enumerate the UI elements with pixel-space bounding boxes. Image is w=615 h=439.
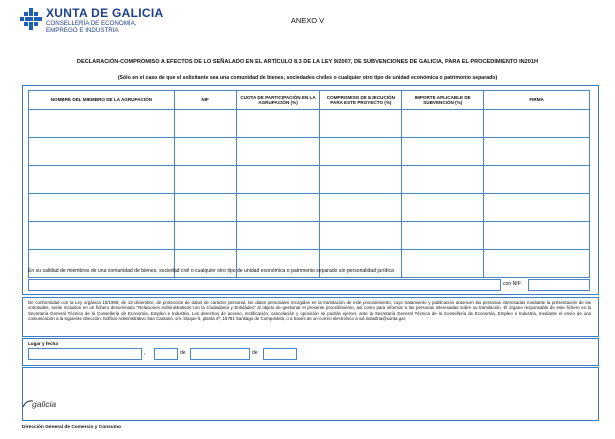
de-label-2: de [252, 350, 258, 356]
de-label-1: de [180, 350, 186, 356]
table-row [29, 194, 590, 222]
declaration-title: DECLARACIÓN-COMPROMISO A EFECTOS DE LO SEÑALADO EN EL ARTÍCULO 8.3 DE LA LEY 9/2007, DE SUBVENCIONES DE GALICIA, PARA EL PROCEDIMIENTO IN201H [76, 59, 539, 65]
place-date-label: Lugar y fecha [28, 341, 58, 346]
signature-cell[interactable] [484, 250, 590, 278]
signature-section [22, 367, 599, 421]
members-table [28, 90, 590, 278]
commitment-cell[interactable] [320, 138, 402, 166]
table-header-row [29, 91, 590, 110]
member-name-cell[interactable] [29, 194, 175, 222]
nif-cell[interactable] [174, 194, 236, 222]
nif-label: con NIF [503, 281, 521, 287]
table-row [29, 222, 590, 250]
table-row [29, 166, 590, 194]
org-name: XUNTA DE GALICIA [46, 6, 164, 20]
subsidy-cell[interactable] [402, 166, 484, 194]
privacy-text: De conformidad con la Ley orgánica 15/1999, de 13 diciembre, de protección de datos de carácter personal, los datos personales recogidos en la tramitación de este procedimiento, cuyo tratamiento y publicación autoricen las personas interesadas mediante la presentación de las solicitudes, serán incluidos en un fichero denominado "Relaciones Administrativas con la Ciudadanía y Entidades" al objeto de gestionar el presente procedimiento, así como para informar a las personas interesadas sobre su tramitación. El órgano responsable de este fichero es la Secretaría General Técnica de la Consellería de Economía, Empleo e Industria. Los derechos de acceso, rectificación, cancelación y oposición se podrán ejercer, ante la Secretaría General Técnica de la Consellería de Economía, Empleo e Industria, mediante el envío de una comunicación a la siguiente dirección: Edificio Administrativo San Caetano, s/n, bloque 5, planta 4ª, 15781 Santiago de Compostela, o a través de un correo electrónico a sxt.industria@xunta.gal. [28, 300, 591, 321]
table-row [29, 110, 590, 138]
col-header-member-name: NOMBRE DEL MIEMBRO DE LA AGRUPACIÓN [29, 91, 175, 110]
entity-nif-field[interactable] [528, 279, 590, 291]
table-row [29, 138, 590, 166]
nif-cell[interactable] [174, 110, 236, 138]
day-field[interactable] [154, 348, 178, 360]
col-header-participation: CUOTA DE PARTICIPACIÓN EN LA AGRUPACIÓN (%) [236, 91, 320, 110]
participation-cell[interactable] [236, 222, 320, 250]
participation-cell[interactable] [236, 194, 320, 222]
participation-cell[interactable] [236, 110, 320, 138]
galicia-logo: galicia [32, 399, 57, 409]
capacity-text: En su calidad de miembros de una comunidad de bienes, sociedad civil o cualquier otro tipo de unidad económica o patrimonio separado sin personalidad jurídica [28, 268, 394, 274]
department-line-1: CONSELLERÍA DE ECONOMÍA, [46, 20, 137, 27]
subsidy-cell[interactable] [402, 222, 484, 250]
signature-cell[interactable] [484, 222, 590, 250]
col-header-signature: FIRMA [484, 91, 590, 110]
member-name-cell[interactable] [29, 222, 175, 250]
nif-cell[interactable] [174, 222, 236, 250]
year-field[interactable] [263, 348, 297, 360]
commitment-cell[interactable] [320, 222, 402, 250]
entity-name-field[interactable] [28, 279, 501, 291]
declaration-note: (Sólo en el caso de que el solicitante sea una comunidad de bienes, sociedades civiles o cualquier otro tipo de unidad económica o patrimonio separado) [117, 75, 498, 81]
member-name-cell[interactable] [29, 166, 175, 194]
month-field[interactable] [190, 348, 250, 360]
comma-separator: , [144, 350, 146, 356]
member-name-cell[interactable] [29, 110, 175, 138]
col-header-commitment: COMPROMISO DE EJECUCIÓN PARA ESTE PROYECTO (%) [320, 91, 402, 110]
signature-cell[interactable] [484, 110, 590, 138]
member-name-cell[interactable] [29, 138, 175, 166]
department-line-2: EMPREGO E INDUSTRIA [46, 27, 119, 34]
nif-cell[interactable] [174, 138, 236, 166]
participation-cell[interactable] [236, 138, 320, 166]
subsidy-cell[interactable] [402, 194, 484, 222]
annex-title: ANEXO V [290, 16, 325, 25]
signature-cell[interactable] [484, 194, 590, 222]
commitment-cell[interactable] [320, 110, 402, 138]
subsidy-cell[interactable] [402, 110, 484, 138]
col-header-subsidy: IMPORTE APLICABLE DE SUBVENCIÓN (%) [402, 91, 484, 110]
signature-cell[interactable] [484, 138, 590, 166]
subsidy-cell[interactable] [402, 138, 484, 166]
commitment-cell[interactable] [320, 166, 402, 194]
subsidy-cell[interactable] [402, 250, 484, 278]
footer-text: Dirección General de Comercio y Consumo [22, 425, 121, 430]
place-field[interactable] [28, 348, 142, 360]
nif-cell[interactable] [174, 166, 236, 194]
col-header-nif: NIF [174, 91, 236, 110]
signature-cell[interactable] [484, 166, 590, 194]
commitment-cell[interactable] [320, 194, 402, 222]
participation-cell[interactable] [236, 166, 320, 194]
